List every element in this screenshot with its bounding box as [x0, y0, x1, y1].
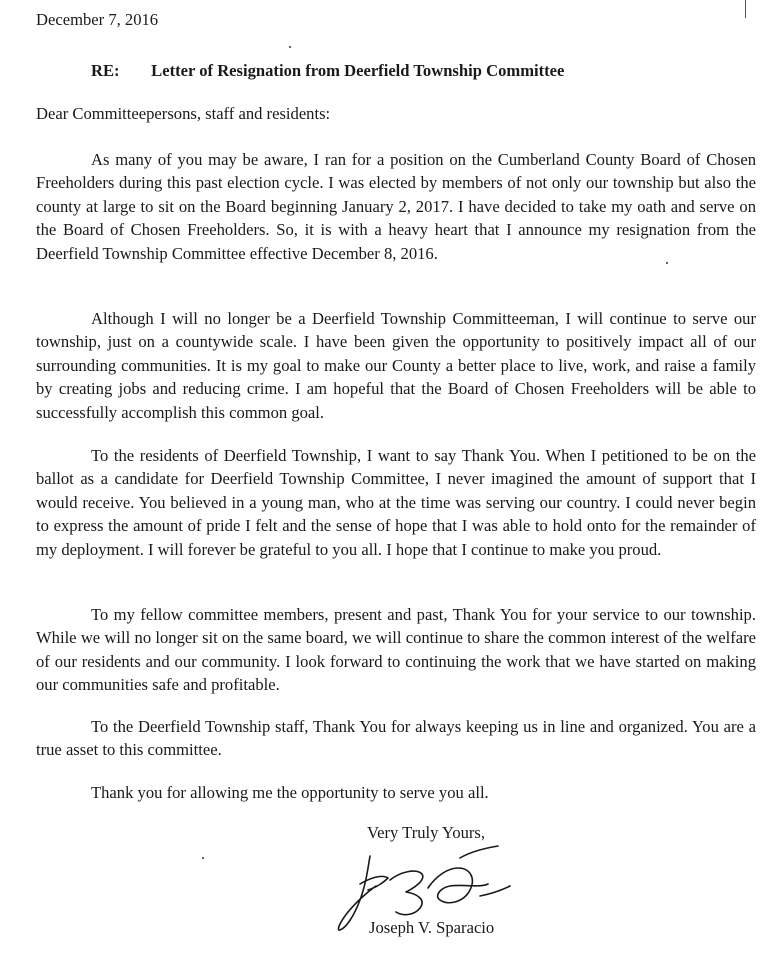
scan-speck: [289, 46, 291, 48]
scan-speck: [202, 857, 204, 859]
body-paragraph: As many of you may be aware, I ran for a position on the Cumberland County Board of Chosen Freeholders during this past election cycle. I was elected by members of not only our township but also the county at large to sit on the Board beginning January 2, 2017. I have decided to take my oath and serve on the Board of Chosen Freeholders. So, it is with a heavy heart that I announce my resignation from the Deerfield Township Committee effective December 8, 2016.: [36, 150, 756, 263]
letter-date: December 7, 2016: [36, 10, 159, 29]
subject-label: RE:: [91, 61, 120, 80]
subject-text: Letter of Resignation from Deerfield Township Committee: [151, 61, 565, 80]
body-paragraph: To my fellow committee members, present and past, Thank You for your service to our township. While we will no longer sit on the same board, we will continue to share the common interest of the welfare of our residents and our community. I look forward to continuing the work that we have started on making our communities safe and profitable.: [36, 605, 756, 695]
body-paragraph: Although I will no longer be a Deerfield Township Committeeman, I will continue to serve our township, just on a countywide scale. I have been given the opportunity to positively impact all of our surrounding communities. It is my goal to make our County a better place to live, work, and raise a family by creating jobs and reducing crime. I am hopeful that the Board of Chosen Freeholders will be able to successfully accomplish this common goal.: [36, 309, 756, 422]
subject-line: [91, 61, 564, 81]
body-paragraph: To the residents of Deerfield Township, I want to say Thank You. When I petitioned to be on the ballot as a candidate for Deerfield Township Committee, I never imagined the amount of support that I would receive. You believed in a young man, who at the time was serving our country. I could never begin to express the amount of pride I felt and the sense of hope that I was able to hold onto for the remainder of my deployment. I will forever be grateful to you all. I hope that I continue to make you proud.: [36, 446, 756, 559]
body-paragraph: To the Deerfield Township staff, Thank You for always keeping us in line and organized. You are a true asset to this committee.: [36, 717, 756, 760]
body-paragraph: Thank you for allowing me the opportunity to serve you all.: [91, 783, 489, 802]
scan-edge-mark: [745, 0, 746, 18]
signer-name: Joseph V. Sparacio: [369, 918, 495, 937]
complimentary-closing: Very Truly Yours,: [367, 823, 486, 842]
salutation: Dear Committeepersons, staff and residents:: [36, 104, 331, 123]
